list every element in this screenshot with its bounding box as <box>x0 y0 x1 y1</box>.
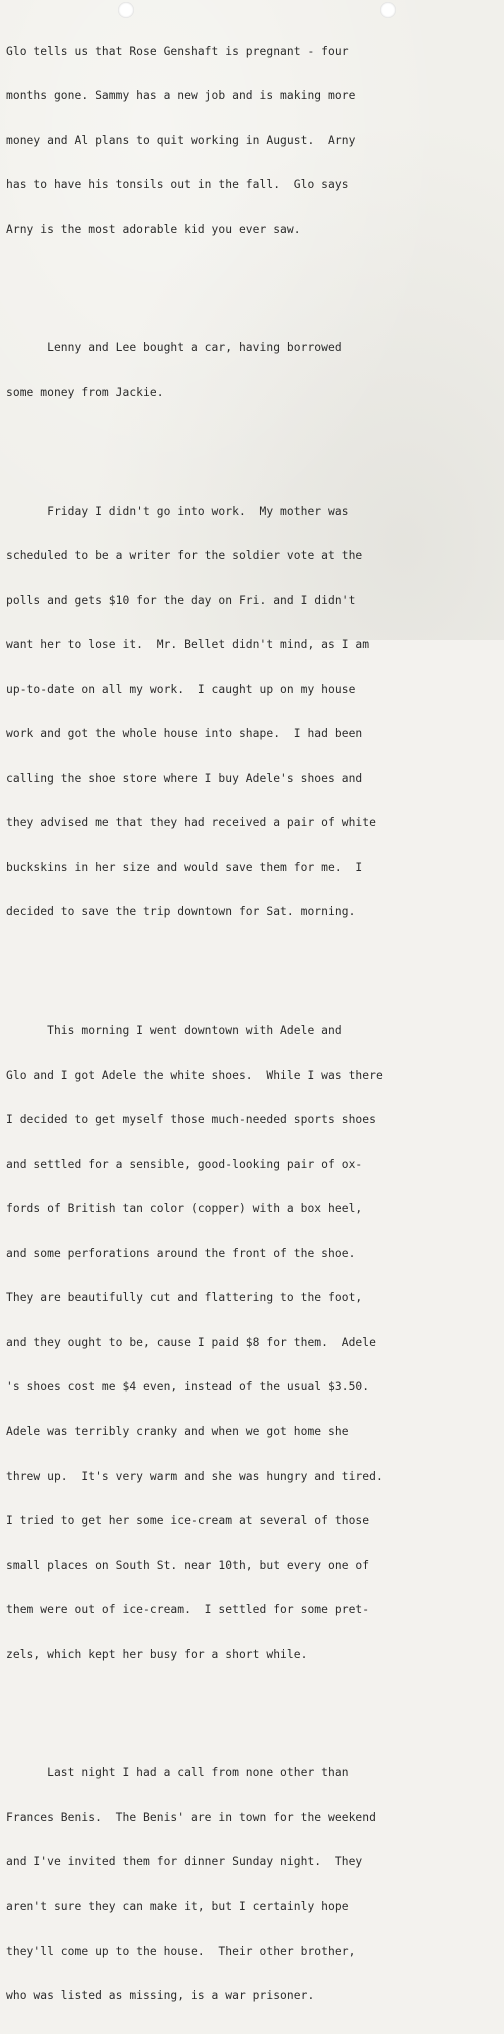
text-line: They are beautifully cut and flattering to the foot, <box>6 1291 363 1305</box>
text-line: months gone. Sammy has a new job and is making more <box>6 89 356 103</box>
text-line: buckskins in her size and would save them for me. I <box>6 860 363 874</box>
text-line: zels, which kept her busy for a short while. <box>6 1647 308 1661</box>
paragraph-gap <box>6 267 498 282</box>
text-line: Lenny and Lee bought a car, having borrowed <box>6 341 342 355</box>
text-line: fords of British tan color (copper) with a box heel, <box>6 1202 363 1216</box>
text-line: and I've invited them for dinner Sunday night. They <box>6 1855 363 1869</box>
text-line: I decided to get myself those much-needed sports shoes <box>6 1113 376 1127</box>
text-line: Glo and I got Adele the white shoes. While I was there <box>6 1068 383 1082</box>
paragraph-gap <box>6 430 498 445</box>
text-line: work and got the whole house into shape. I had been <box>6 727 363 741</box>
text-line: Frances Benis. The Benis' are in town for the weekend <box>6 1810 376 1824</box>
text-line: has to have his tonsils out in the fall. Glo says <box>6 178 349 192</box>
text-line: Last night I had a call from none other than <box>6 1766 349 1780</box>
letter-body <box>6 0 498 2034</box>
paragraph-gap <box>6 1692 498 1707</box>
text-line: aren't sure they can make it, but I certainly hope <box>6 1900 349 1913</box>
text-line: who was listed as missing, is a war prisoner. <box>6 1989 315 2003</box>
text-line: some money from Jackie. <box>6 385 164 399</box>
text-line: scheduled to be a writer for the soldier vote at the <box>6 549 363 563</box>
text-line: want her to lose it. Mr. Bellet didn't mind, as I am <box>6 638 370 652</box>
text-line: and some perforations around the front of the shoe. <box>6 1246 356 1260</box>
text-line: them were out of ice-cream. I settled for some pret- <box>6 1603 370 1617</box>
text-line: money and Al plans to quit working in August. Arny <box>6 133 356 147</box>
paragraph-gap <box>6 950 498 965</box>
text-line: Adele was terribly cranky and when we got home she <box>6 1425 349 1438</box>
text-line: decided to save the trip downtown for Sat. morning. <box>6 905 356 919</box>
text-line: calling the shoe store where I buy Adele's shoes and <box>6 771 363 785</box>
text-line: This morning I went downtown with Adele and <box>6 1024 342 1038</box>
text-line: they'll come up to the house. Their other brother, <box>6 1944 356 1958</box>
text-line: Arny is the most adorable kid you ever saw. <box>6 222 301 236</box>
text-line: Glo tells us that Rose Genshaft is pregnant - four <box>6 44 349 58</box>
text-line: they advised me that they had received a pair of white <box>6 816 376 830</box>
text-line: 's shoes cost me $4 even, instead of the usual $3.50. <box>6 1380 370 1394</box>
text-line: threw up. It's very warm and she was hungry and tired. <box>6 1469 383 1483</box>
text-line: and they ought to be, cause I paid $8 for them. Adele <box>6 1335 376 1349</box>
text-line: small places on South St. near 10th, but every one of <box>6 1558 370 1572</box>
text-line: Friday I didn't go into work. My mother was <box>6 504 349 518</box>
text-line: polls and gets $10 for the day on Fri. and I didn't <box>6 593 356 607</box>
text-line: and settled for a sensible, good-looking pair of ox- <box>6 1157 363 1171</box>
text-line: up-to-date on all my work. I caught up on my house <box>6 682 356 696</box>
text-line: I tried to get her some ice-cream at several of those <box>6 1514 370 1528</box>
